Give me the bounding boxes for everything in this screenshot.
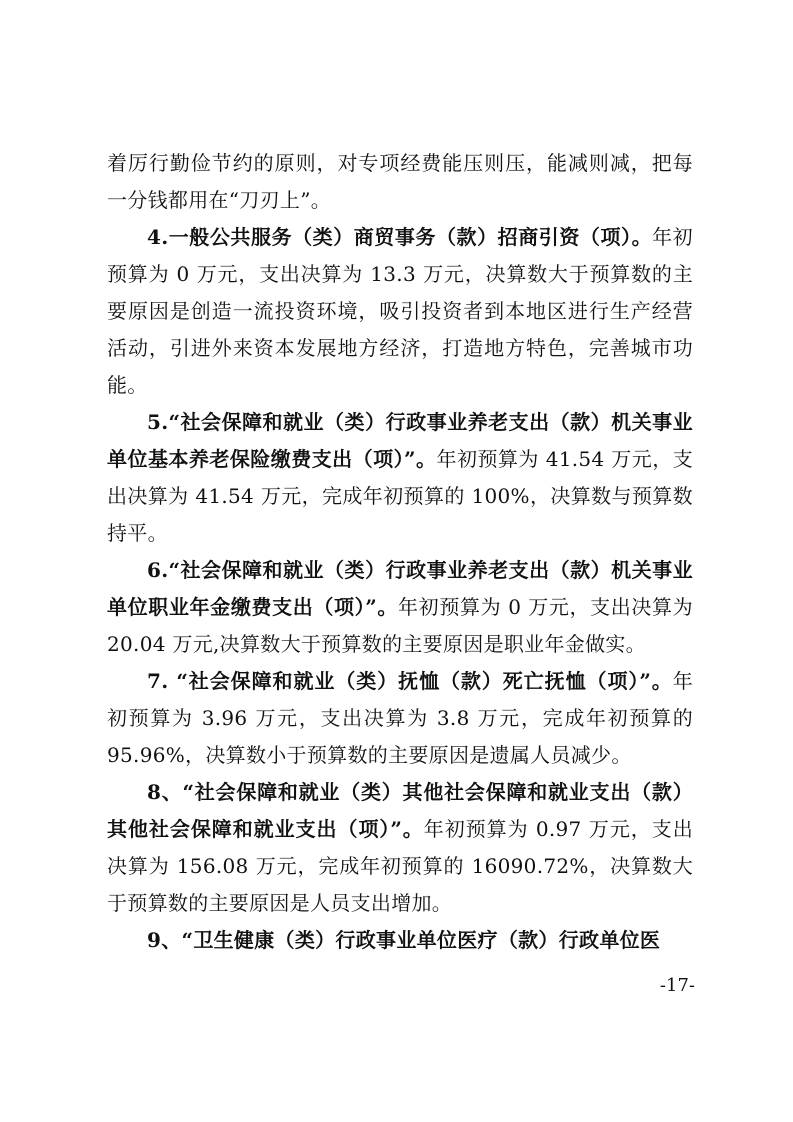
paragraph-5 <box>107 663 693 774</box>
paragraph-3-text: 年初预算为 41.54 万元，支出决算为 41.54 万元，完成年初预算的 100%，决算数与预算数持平。 <box>107 447 693 545</box>
paragraph-1 <box>107 145 693 219</box>
page-number: -17- <box>659 975 695 996</box>
body-text <box>107 145 693 959</box>
paragraph-2 <box>107 219 693 404</box>
paragraph-3 <box>107 404 693 552</box>
paragraph-5-text: 年初预算为 3.96 万元，支出决算为 3.8 万元，完成年初预算的 95.96%，决算数小于预算数的主要原因是遗属人员减少。 <box>107 669 693 767</box>
paragraph-7-heading: 9、“卫生健康（类）行政事业单位医疗（款）行政单位医 <box>147 928 661 952</box>
paragraph-5-heading: 7. “社会保障和就业（类）抚恤（款）死亡抚恤（项）”。 <box>147 669 673 693</box>
paragraph-4 <box>107 552 693 663</box>
paragraph-6-text: 年初预算为 0.97 万元，支出决算为 156.08 万元，完成年初预算的 16090.72%，决算数大于预算数的主要原因是人员支出增加。 <box>107 817 693 915</box>
paragraph-4-text: 年初预算为 0 万元，支出决算为 20.04 万元,决算数大于预算数的主要原因是职业年金做实。 <box>107 595 693 656</box>
paragraph-7 <box>107 922 693 959</box>
paragraph-2-heading: 4.一般公共服务（类）商贸事务（款）招商引资（项）。 <box>147 225 653 249</box>
paragraph-6-heading: 8、“社会保障和就业（类）其他社会保障和就业支出（款）其他社会保障和就业支出（项）”。 <box>107 780 693 841</box>
paragraph-3-heading: 5.“社会保障和就业（类）行政事业养老支出（款）机关事业单位基本养老保险缴费支出（项）”。 <box>107 410 693 471</box>
paragraph-2-text: 年初预算为 0 万元，支出决算为 13.3 万元，决算数大于预算数的主要原因是创造一流投资环境，吸引投资者到本地区进行生产经营活动，引进外来资本发展地方经济，打造地方特色，完善城市功能。 <box>107 225 693 397</box>
paragraph-4-heading: 6.“社会保障和就业（类）行政事业养老支出（款）机关事业单位职业年金缴费支出（项）”。 <box>107 558 693 619</box>
paragraph-1-text: 着厉行勤俭节约的原则，对专项经费能压则压，能减则减，把每一分钱都用在“刀刃上”。 <box>107 151 693 212</box>
paragraph-6 <box>107 774 693 922</box>
